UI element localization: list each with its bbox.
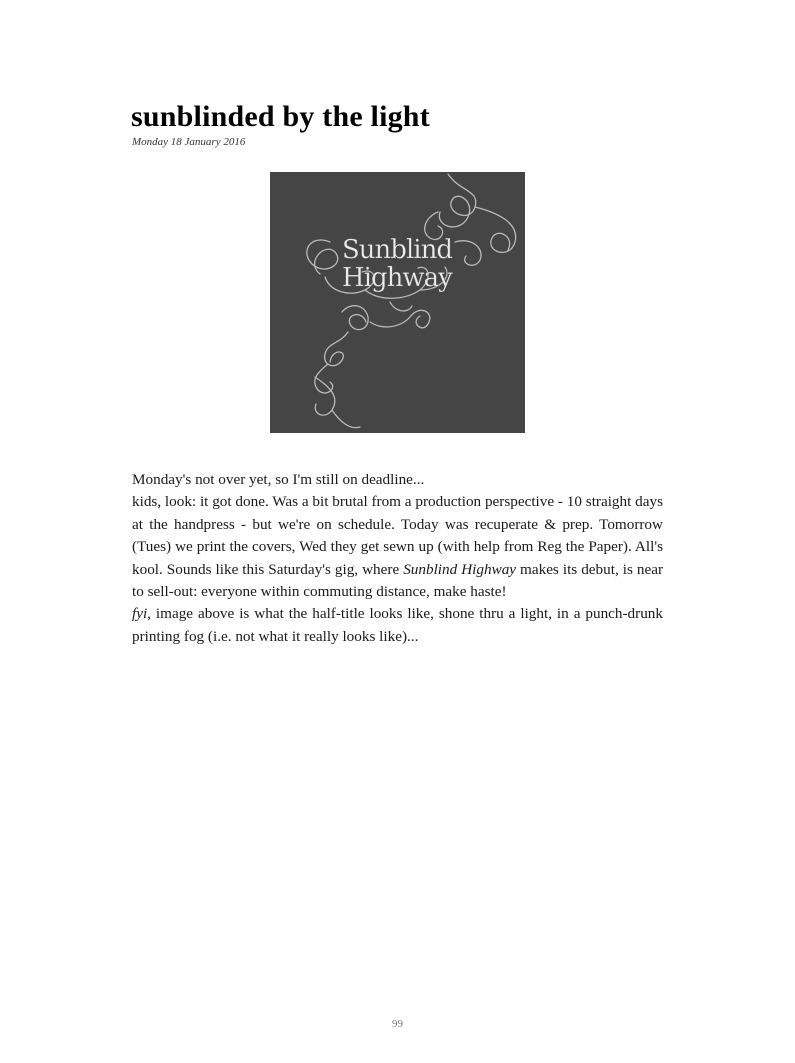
post-title: sunblinded by the light	[131, 100, 430, 133]
body-paragraph-2: kids, look: it got done. Was a bit brutal from a production perspective - 10 straight days at the handpress - but we're on schedule. Today was recuperate & prep. Tomorrow (Tues) we print the covers, Wed they get sewn up (with help from Reg the Paper). All's kool. Sounds like this Saturday's gig, where Sunblind Highway makes its debut, is near to sell-out: everyone within commuting distance, make haste!	[132, 493, 664, 601]
body-paragraph-1: Monday's not over yet, so I'm still on deadline...	[132, 471, 425, 488]
body-paragraph-3: fyi, image above is what the half-title looks like, shone thru a light, in a punch-drunk printing fog (i.e. not what it really looks like)...	[132, 605, 663, 645]
artwork-word-highway: Highway	[342, 263, 452, 293]
page-number: 99	[392, 1018, 403, 1030]
post-body	[132, 469, 663, 648]
fyi-emphasis: fyi,	[132, 605, 151, 623]
book-title-emphasis: Sunblind Highway	[403, 560, 517, 578]
post-date: Monday 18 January 2016	[132, 136, 246, 148]
artwork-word-sunblind: Sunblind	[342, 235, 452, 265]
half-title-image	[270, 172, 525, 433]
half-title-artwork	[270, 172, 525, 433]
artwork-lettering	[342, 235, 453, 293]
